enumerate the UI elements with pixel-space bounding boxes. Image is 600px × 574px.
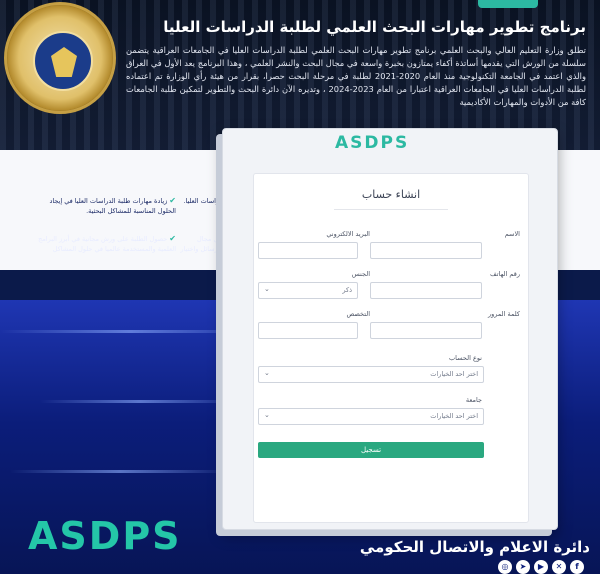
page-title: برنامج تطوير مهارات البحث العلمي لطلبة الدراسات العليا [163,18,586,36]
phone-input[interactable] [370,282,482,299]
brand-logo: ASDPS [28,514,182,558]
social-links [498,560,584,574]
specialization-input[interactable] [258,322,358,339]
gender-value: ذكر [342,286,352,294]
account-type-select[interactable] [258,366,484,383]
specialization-label: التخصص [346,310,370,318]
university-label: جامعة [465,396,482,404]
top-brand-tag [478,0,538,8]
feature-item: ✔حصول الطلبة على ورش مجانية في أبرز البرامج العلمية والمستخدمة عالميا في حلول المشاكل [38,234,176,253]
facebook-icon[interactable]: f [570,560,584,574]
name-input[interactable] [370,242,482,259]
telegram-icon[interactable]: ➤ [516,560,530,574]
x-icon[interactable]: ✕ [552,560,566,574]
password-label: كلمة المرور [488,310,520,318]
ministry-emblem-logo [4,2,116,114]
light-streak [0,330,260,333]
email-input[interactable] [258,242,358,259]
chevron-down-icon: ⌄ [264,411,270,419]
device-mockup [222,128,558,530]
light-streak [10,470,230,473]
intro-paragraph: تطلق وزارة التعليم العالي والبحث العلمي برنامج تطوير مهارات البحث العلمي لطلبة الدراسات العليا في الجامعات العراقية يتضمن سلسلة من الورش التي يقدمها أساتذة أكفاء يمتازون بخبرة واسعة في مجال البحث والنشر العلمي ، وهذا البرنامج يعد الأول في العراق والذي اعتمد في الجامعة التكنولوجية منذ العام 2020-2021 لطلبة في مرحلة البحث حصرا، بقرار من هيئة رأي الوزارة تم اعتماده لطلبة الدراسات العليا في الجامعات العراقية اعتبارا من العام 2023-2024 ، وتديره الآن دائرة البحث والتطوير لتمكين طلبة الجامعات كافة من الأدوات والمهارات الأكاديمية [126,45,586,107]
form-title: انشاء حساب [361,188,421,201]
chevron-down-icon: ⌄ [264,285,270,293]
feature-item: في مجال الرسائل واختيار [180,235,222,253]
instagram-icon[interactable]: ◎ [498,560,512,574]
register-button[interactable]: تسجيل [258,442,484,458]
device-logo: ASDPS [335,133,410,153]
email-label: البريد الالكتروني [326,230,370,238]
university-placeholder: اختر احد الخيارات [430,412,478,420]
feature-item: ✔زيادة مهارات طلبة الدراسات العليا في إيجاد الحلول المناسبة للمشاكل البحثية. [49,196,176,215]
signup-form [253,173,529,523]
account-type-label: نوع الحساب [449,354,482,362]
password-input[interactable] [370,322,482,339]
check-icon: ✔ [169,234,176,243]
divider [334,209,448,210]
check-icon: ✔ [169,196,176,205]
university-select[interactable] [258,408,484,425]
department-name: دائرة الاعلام والاتصال الحكومي [359,538,590,556]
youtube-icon[interactable]: ▶ [534,560,548,574]
gender-label: الجنس [351,270,370,278]
phone-label: رقم الهاتف [490,270,520,278]
name-label: الاسم [504,230,520,238]
feature-item: دراسات العليا. [183,197,222,205]
chevron-down-icon: ⌄ [264,369,270,377]
account-type-placeholder: اختر احد الخيارات [430,370,478,378]
gender-select[interactable] [258,282,358,299]
light-streak [40,400,240,403]
